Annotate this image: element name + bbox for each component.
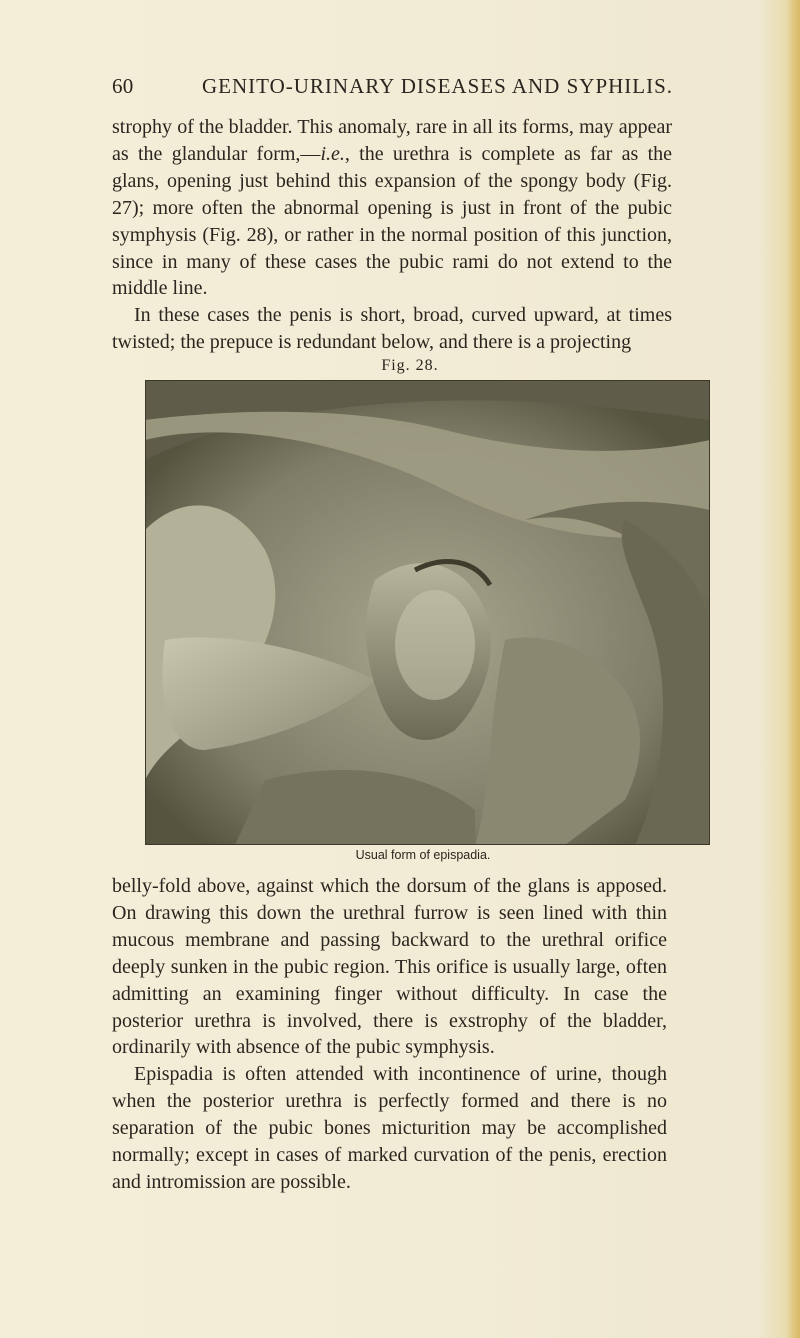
figure-caption: Usual form of epispadia. bbox=[355, 848, 491, 862]
figure-photograph bbox=[145, 380, 710, 845]
text-block-lower bbox=[112, 873, 667, 1196]
paragraph-1: strophy of the bladder. This anomaly, rare in all its forms, may appear as the glandular form,—i.e., the urethra is complete as far as the glans, opening just behind this expansion of the spongy body (Fig. 27); more often the abnormal opening is just in front of the pubic symphysis (Fig. 28), or rather in the normal position of this junction, since in many of these cases the pubic rami do not extend to the middle line. bbox=[112, 116, 673, 300]
paragraph-2: In these cases the penis is short, broad, curved upward, at times twisted; the prepuce is redundant below, and there is a projecting bbox=[112, 304, 672, 354]
paragraph-3: belly-fold above, against which the dorsum of the glans is apposed. On drawing this down the urethral furrow is seen lined with thin mucous membrane and passing backward to the urethral orifice deeply sunken in the pubic region. This orifice is usually large, often admitting an examining finger without difficulty. In case the posterior urethra is involved, there is exstrophy of the bladder, ordinarily with absence of the pubic symphysis. bbox=[112, 875, 667, 1059]
text-block-upper bbox=[112, 114, 672, 356]
page-edge bbox=[786, 0, 800, 1338]
page-number: 60 bbox=[112, 74, 134, 98]
page-header bbox=[112, 74, 674, 104]
photograph-illustration bbox=[145, 380, 710, 845]
paragraph-4: Epispadia is often attended with incontinence of urine, though when the posterior urethra is perfectly formed and there is no separation of the pubic bones micturition may be accomplished normally; except in cases of marked curvation of the penis, erection and intromission are possible. bbox=[112, 1063, 667, 1193]
ie-abbreviation: i.e. bbox=[320, 142, 345, 165]
running-head: GENITO-URINARY DISEASES AND SYPHILIS. bbox=[202, 74, 674, 98]
figure-label: Fig. 28. bbox=[381, 357, 439, 374]
